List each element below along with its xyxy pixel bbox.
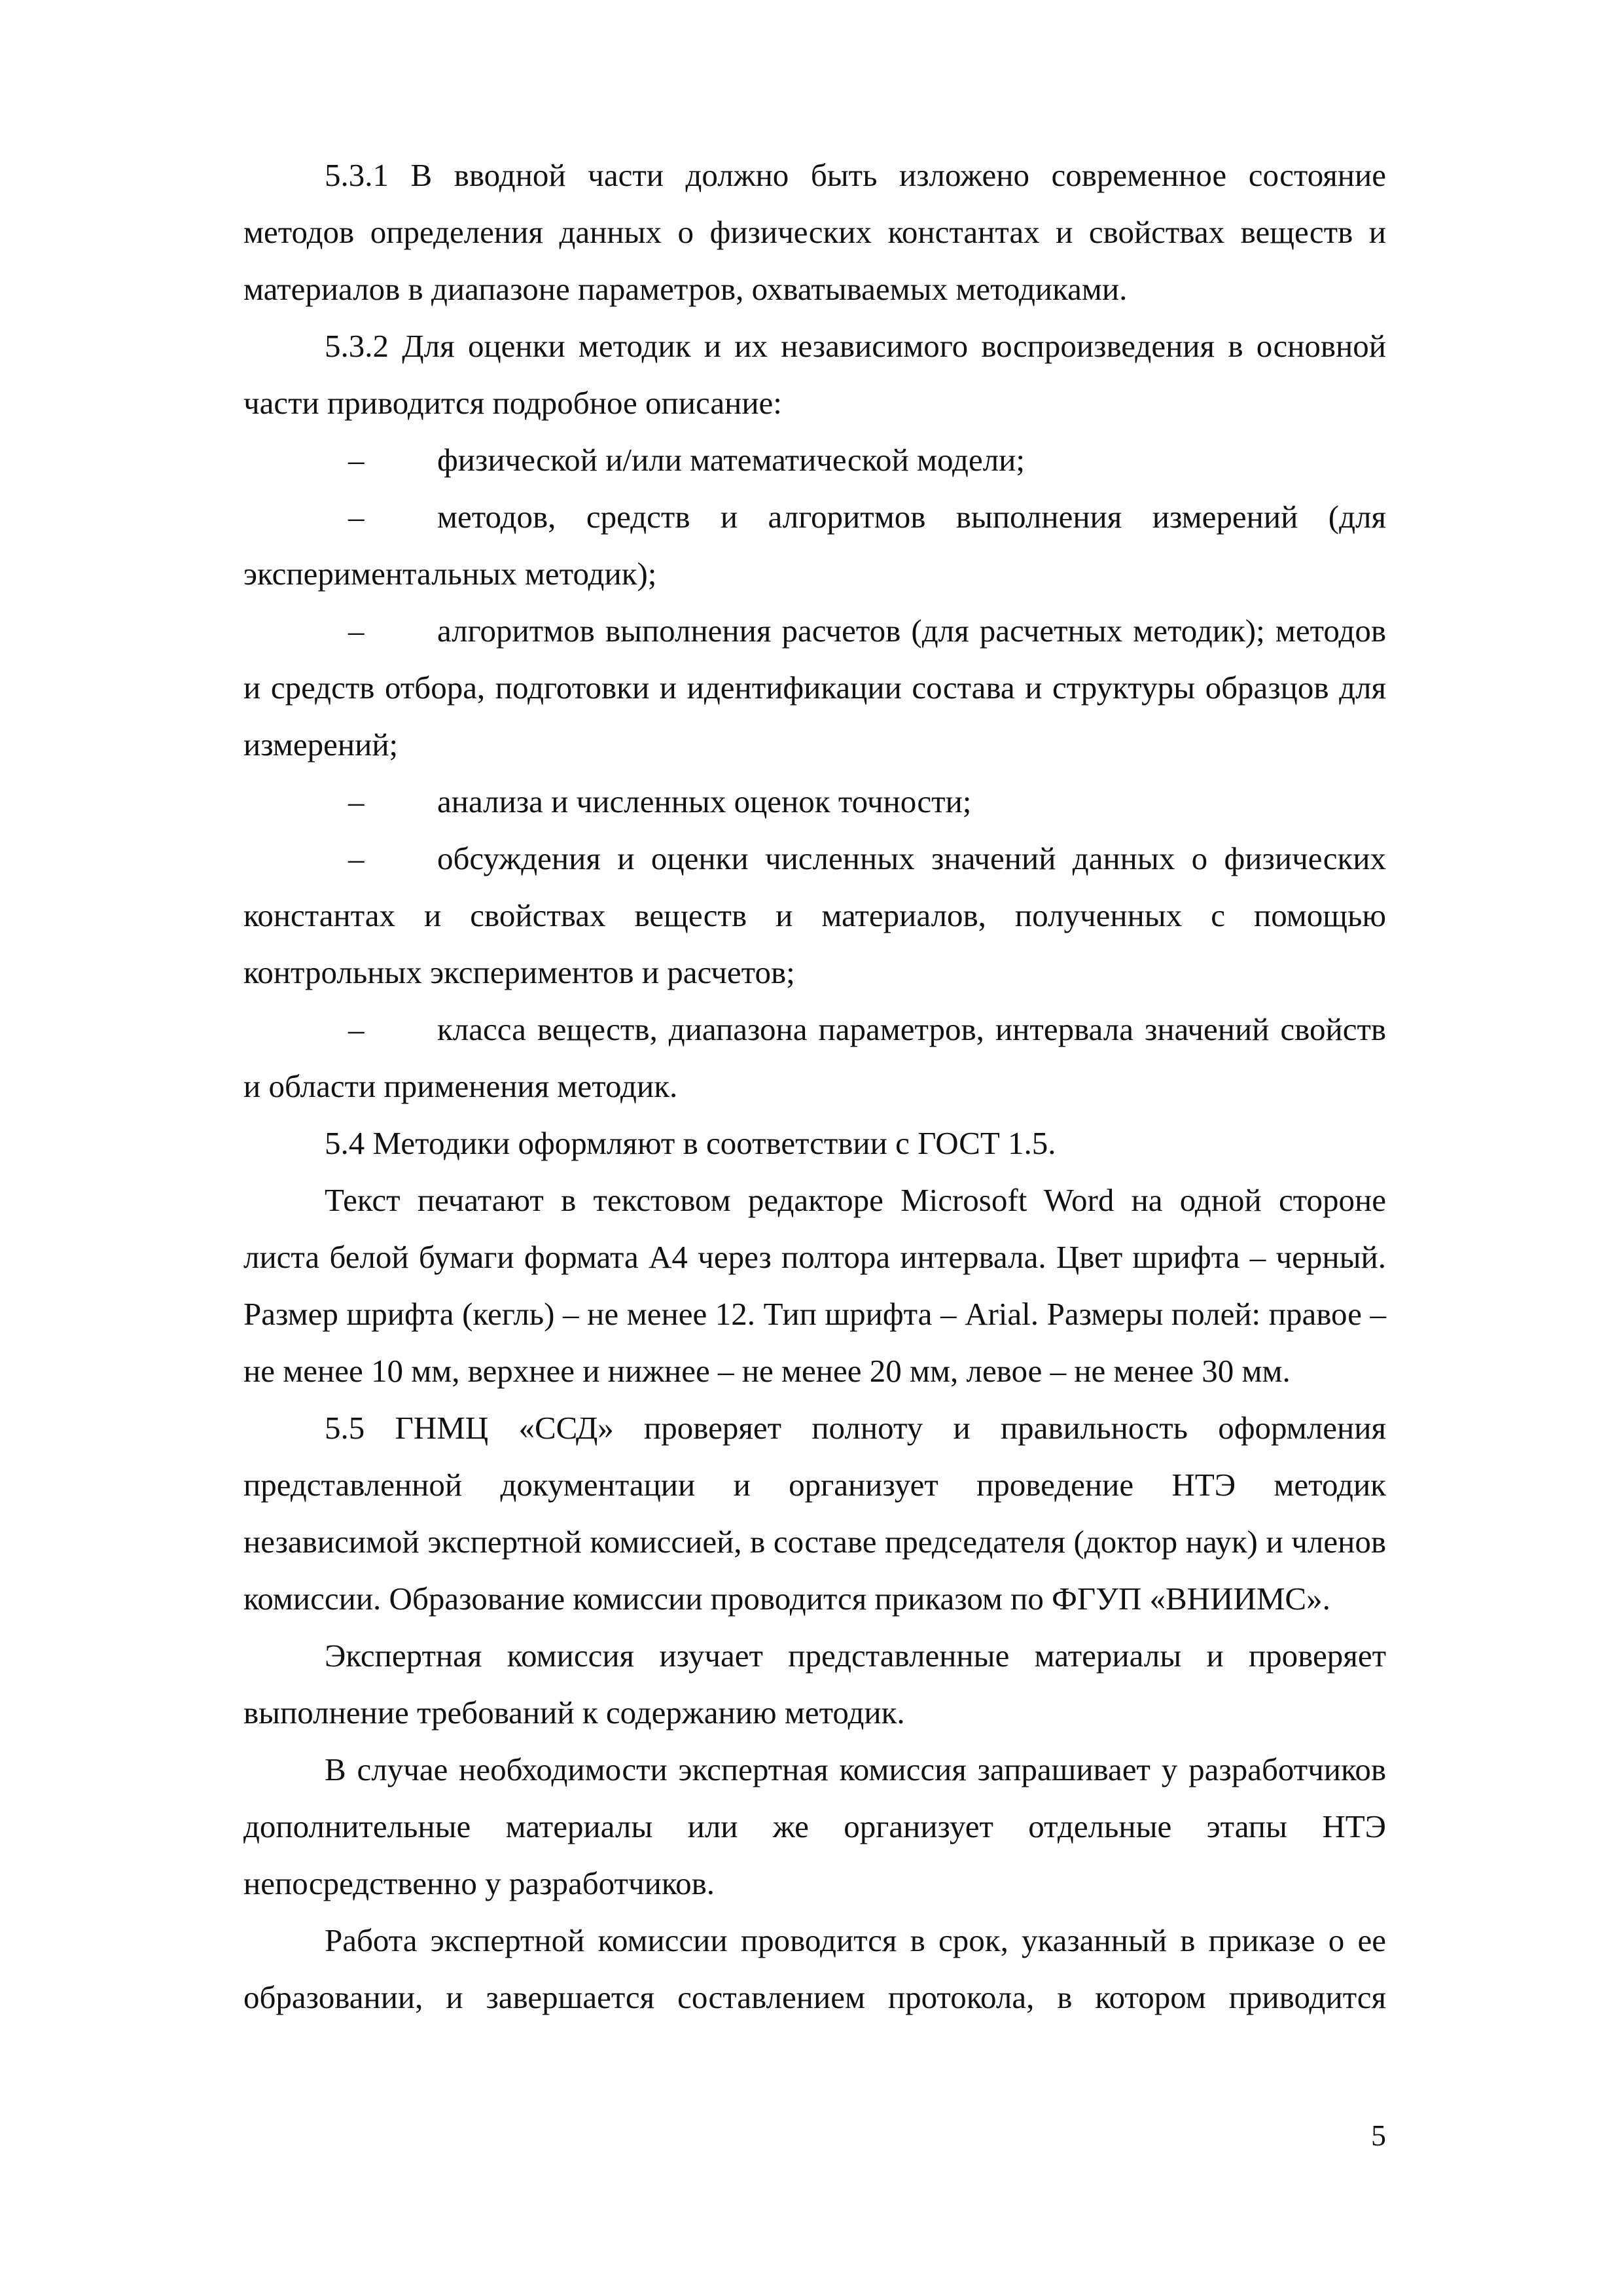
paragraph-5-5: 5.5 ГНМЦ «ССД» проверяет полноту и правильность оформления представленной документации и организует проведение НТЭ методик независимой экспертной комиссией, в составе председателя (доктор наук) и членов комиссии. Образование комиссии проводится приказом по ФГУП «ВНИИМС».	[243, 1410, 1386, 1617]
list-item	[243, 488, 1386, 602]
dash-marker: –	[348, 613, 365, 649]
list-item-text: анализа и численных оценок точности;	[437, 783, 972, 819]
list-item-text: класса веществ, диапазона параметров, интервала значений свойств и области применения методик.	[243, 1011, 1386, 1104]
body-text	[243, 147, 1386, 2026]
list-item	[243, 431, 1386, 488]
dash-marker: –	[348, 1011, 365, 1047]
paragraph-5-3-2: 5.3.2 Для оценки методик и их независимого воспроизведения в основной части приводится подробное описание:	[243, 328, 1386, 421]
list-item-text: обсуждения и оценки численных значений данных о физических константах и свойствах веществ и материалов, полученных с помощью контрольных экспериментов и расчетов;	[243, 840, 1386, 990]
dash-marker: –	[348, 840, 365, 876]
paragraph-commission-study: Экспертная комиссия изучает представленные материалы и проверяет выполнение требований к содержанию методик.	[243, 1638, 1386, 1731]
list-item	[243, 1001, 1386, 1115]
list-item-text: физической и/или математической модели;	[437, 442, 1026, 478]
paragraph-commission-work: Работа экспертной комиссии проводится в срок, указанный в приказе о ее образовании, и завершается составлением протокола, в котором приводится	[243, 1922, 1386, 2015]
paragraph-text-format: Текст печатают в текстовом редакторе Microsoft Word на одной стороне листа белой бумаги формата А4 через полтора интервала. Цвет шрифта – черный. Размер шрифта (кегль) – не менее 12. Тип шрифта – Arial. Размеры полей: правое – не менее 10 мм, верхнее и нижнее – не менее 20 мм, левое – не менее 30 мм.	[243, 1182, 1386, 1389]
list-item	[243, 830, 1386, 1001]
page-number: 5	[1371, 2119, 1386, 2152]
list-item-text: алгоритмов выполнения расчетов (для расчетных методик); методов и средств отбора, подготовки и идентификации состава и структуры образцов для измерений;	[243, 613, 1386, 762]
description-list	[243, 431, 1386, 1115]
paragraph-if-needed: В случае необходимости экспертная комиссия запрашивает у разработчиков дополнительные материалы или же организует отдельные этапы НТЭ непосредственно у разработчиков.	[243, 1751, 1386, 1901]
list-item-text: методов, средств и алгоритмов выполнения измерений (для экспериментальных методик);	[243, 499, 1386, 592]
dash-marker: –	[348, 442, 365, 478]
dash-marker: –	[348, 783, 365, 819]
paragraph-5-4: 5.4 Методики оформляют в соответствии с ГОСТ 1.5.	[325, 1125, 1056, 1161]
list-item	[243, 602, 1386, 773]
paragraph-5-3-1: 5.3.1 В вводной части должно быть изложено современное состояние методов определения данных о физических константах и свойствах веществ и материалов в диапазоне параметров, охватываемых методиками.	[243, 157, 1386, 307]
dash-marker: –	[348, 499, 365, 535]
list-item	[243, 773, 1386, 830]
